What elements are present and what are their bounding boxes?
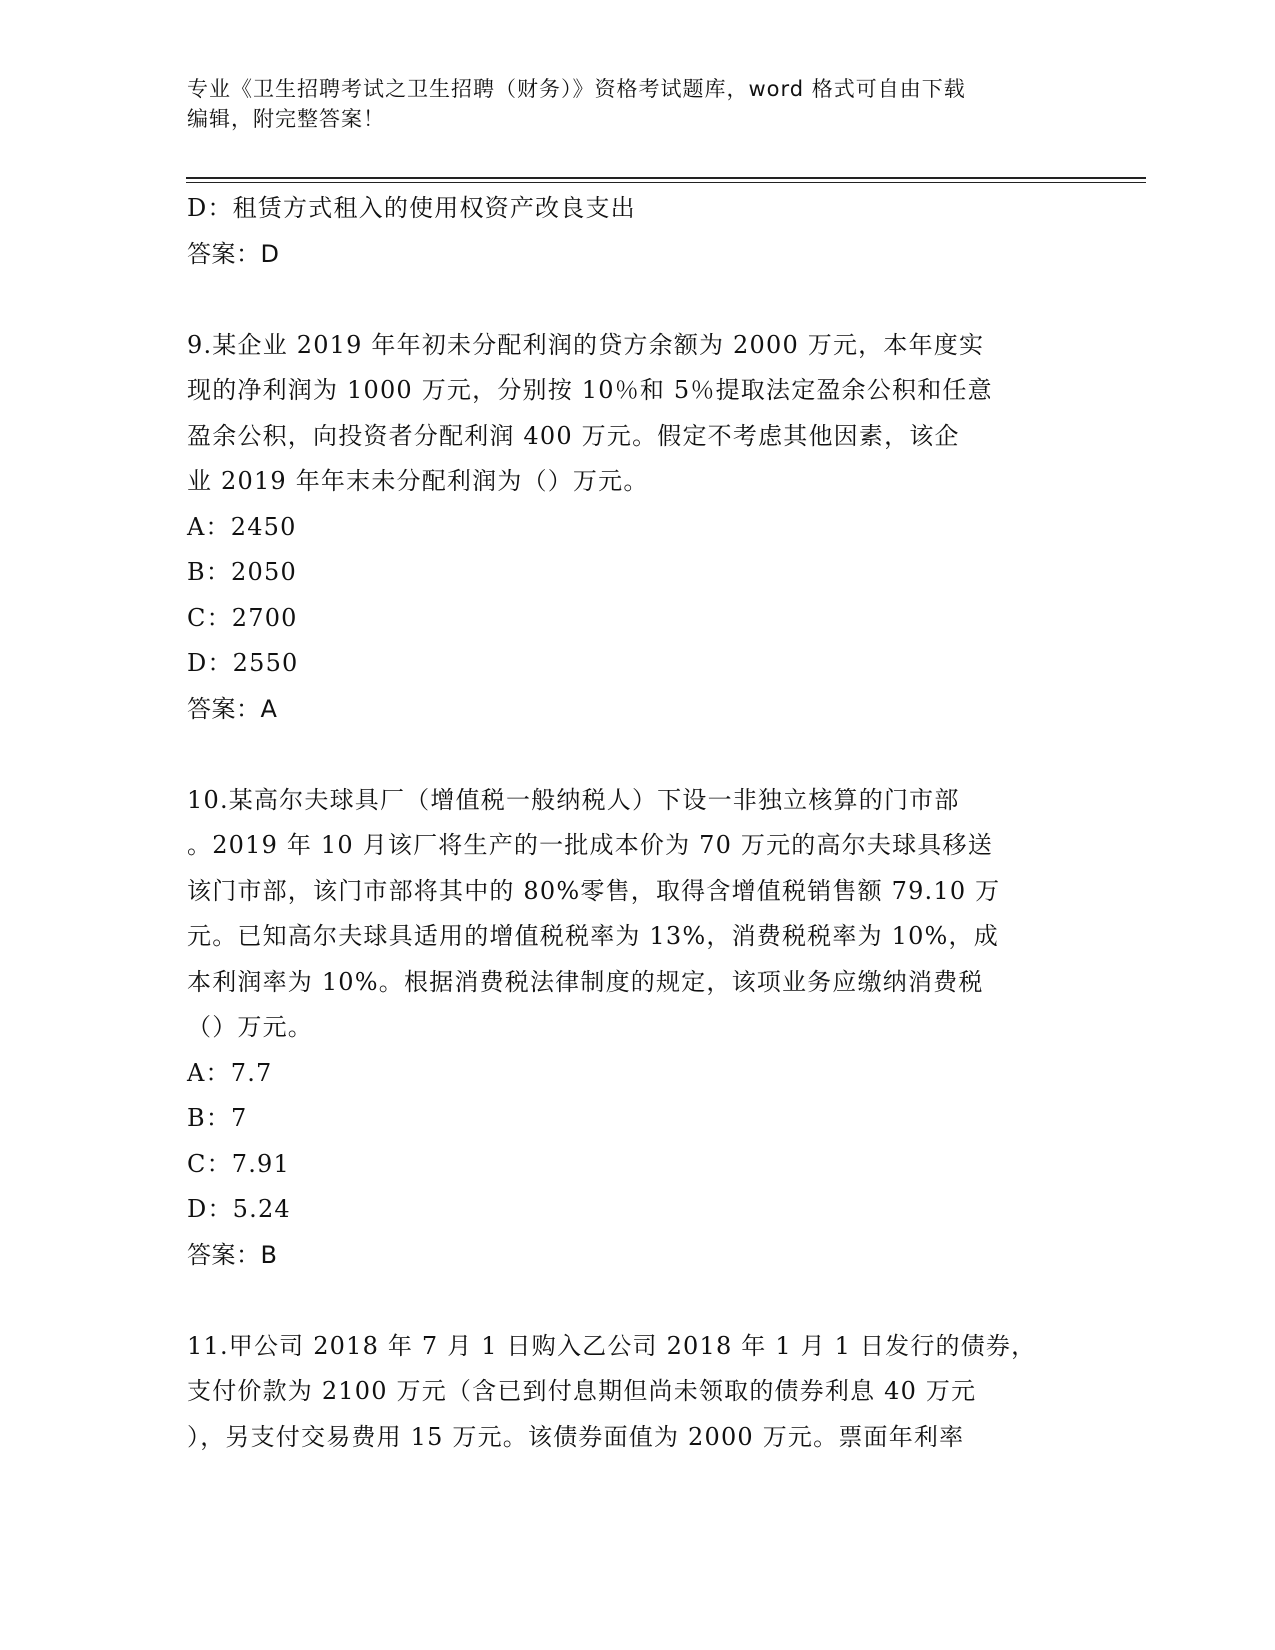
option-c: C：7.91: [187, 1149, 291, 1178]
option-d: D：租赁方式租入的使用权资产改良支出: [187, 194, 636, 222]
header-divider: [186, 177, 1146, 179]
question-text-line: （）万元。: [187, 1013, 313, 1041]
question-text-line: 10.某高尔夫球具厂（增值税一般纳税人）下设一非独立核算的门市部: [187, 785, 960, 814]
question-text-line: 该门市部，该门市部将其中的 80%零售，取得含增值税销售额 79.10 万: [187, 876, 1001, 905]
question-text-line: 业 2019 年年末未分配利润为（）万元。: [187, 467, 649, 495]
header-line: 专业《卫生招聘考试之卫生招聘（财务）》资格考试题库，word 格式可自由下载: [187, 77, 966, 101]
question-text-line: ），另支付交易费用 15 万元。该债券面值为 2000 万元。票面年利率: [187, 1422, 965, 1451]
document-header: [187, 74, 1087, 134]
question-text-line: 现的净利润为 1000 万元，分别按 10％和 5％提取法定盈余公积和任意: [187, 376, 993, 404]
header-line: 编辑，附完整答案！: [187, 107, 385, 131]
question-text-line: 盈余公积，向投资者分配利润 400 万元。假定不考虑其他因素，该企: [187, 421, 960, 450]
question-9: [187, 323, 1087, 733]
option-a: A：7.7: [187, 1058, 273, 1087]
question-text-line: 。2019 年 10 月该厂将生产的一批成本价为 70 万元的高尔夫球具移送: [187, 831, 993, 859]
question-text-line: 9.某企业 2019 年年初未分配利润的贷方余额为 2000 万元，本年度实: [187, 330, 985, 359]
answer: 答案：A: [187, 694, 278, 723]
spacer: [187, 277, 1087, 323]
spacer: [187, 732, 1087, 778]
option-c: C：2700: [187, 603, 298, 632]
question-10: [187, 778, 1087, 1279]
option-b: B：7: [187, 1104, 248, 1132]
option-d: D：5.24: [187, 1195, 291, 1223]
option-b: B：2050: [187, 558, 297, 586]
document-body: [187, 186, 1087, 1460]
question-text-line: 本利润率为 10%。根据消费税法律制度的规定，该项业务应缴纳消费税: [187, 967, 984, 996]
header-divider-thin: [186, 182, 1146, 183]
option-d: D：2550: [187, 649, 299, 677]
option-a: A：2450: [187, 512, 297, 541]
spacer: [187, 1278, 1087, 1324]
question-11: [187, 1324, 1087, 1461]
answer: 答案：D: [187, 239, 280, 268]
question-text-line: 支付价款为 2100 万元（含已到付息期但尚未领取的债券利息 40 万元: [187, 1377, 977, 1405]
question-text-line: 元。已知高尔夫球具适用的增值税税率为 13%，消费税税率为 10%，成: [187, 922, 999, 950]
question-text-line: 11.甲公司 2018 年 7 月 1 日购入乙公司 2018 年 1 月 1 日发行的债券，: [187, 1331, 1037, 1360]
answer: 答案：B: [187, 1240, 278, 1269]
